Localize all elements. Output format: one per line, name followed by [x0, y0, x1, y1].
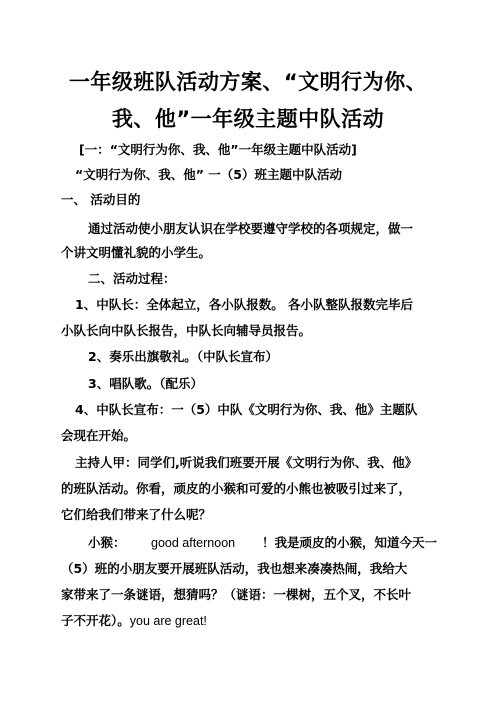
title-line-1: 一年级班队活动方案、“文明行为你、 — [68, 70, 428, 94]
monkey-line-4 — [61, 613, 207, 629]
item-1-line-1: 1、中队长：全体起立，各小队报数。 各小队整队报数完毕后 — [75, 297, 414, 312]
monkey-line-4-chinese: 子不开花）。 — [61, 613, 130, 628]
section-2-heading: 二、活动过程： — [88, 271, 176, 286]
section-1-heading: 一、 活动目的 — [61, 192, 141, 207]
header-bracket: [一：“文明行为你、我、他”一年级主题中队活动] — [79, 142, 357, 157]
subtitle: “文明行为你、我、他” 一（5）班主题中队活动 — [75, 167, 342, 182]
section-1-paragraph-line-1: 通过活动使小朋友认识在学校要遵守学校的各项规定，做一 — [88, 221, 414, 236]
item-1-line-2: 小队长向中队长报告，中队长向辅导员报告。 — [61, 323, 312, 338]
monkey-line-3: 家带来了一条谜语，想猜吗？（谜语：一棵树，五个叉，不长叶 — [61, 587, 412, 602]
host-line-3: 它们给我们带来了什么呢？ — [61, 507, 212, 522]
monkey-speaker: 小猴： — [88, 535, 126, 550]
item-3: 3、唱队歌。（配乐） — [88, 376, 203, 391]
item-4-line-2: 会现在开始。 — [61, 428, 137, 443]
monkey-line-4-english: you are great! — [129, 614, 207, 628]
section-1-paragraph-line-2: 个讲文明懂礼貌的小学生。 — [61, 245, 212, 260]
monkey-line-2: （5）班的小朋友要开展班队活动，我也想来凑凑热闹，我给大 — [61, 561, 408, 576]
host-line-1: 主持人甲：同学们,听说我们班要开展《文明行为你、我、他》 — [75, 455, 418, 470]
monkey-line-1: ！我是顽皮的小猴，知道今天一 — [262, 535, 438, 550]
item-4-line-1: 4、中队长宣布：一（5）中队《文明行为你、我、他》主题队 — [75, 402, 418, 417]
monkey-english-greeting: good afternoon — [151, 536, 236, 550]
host-line-2: 的班队活动。你看，顽皮的小猴和可爱的小熊也被吸引过来了， — [61, 481, 412, 496]
title-line-2: 我、他”一年级主题中队活动 — [111, 107, 385, 131]
item-2: 2、奏乐出旗敬礼。（中队长宣布） — [88, 349, 278, 364]
